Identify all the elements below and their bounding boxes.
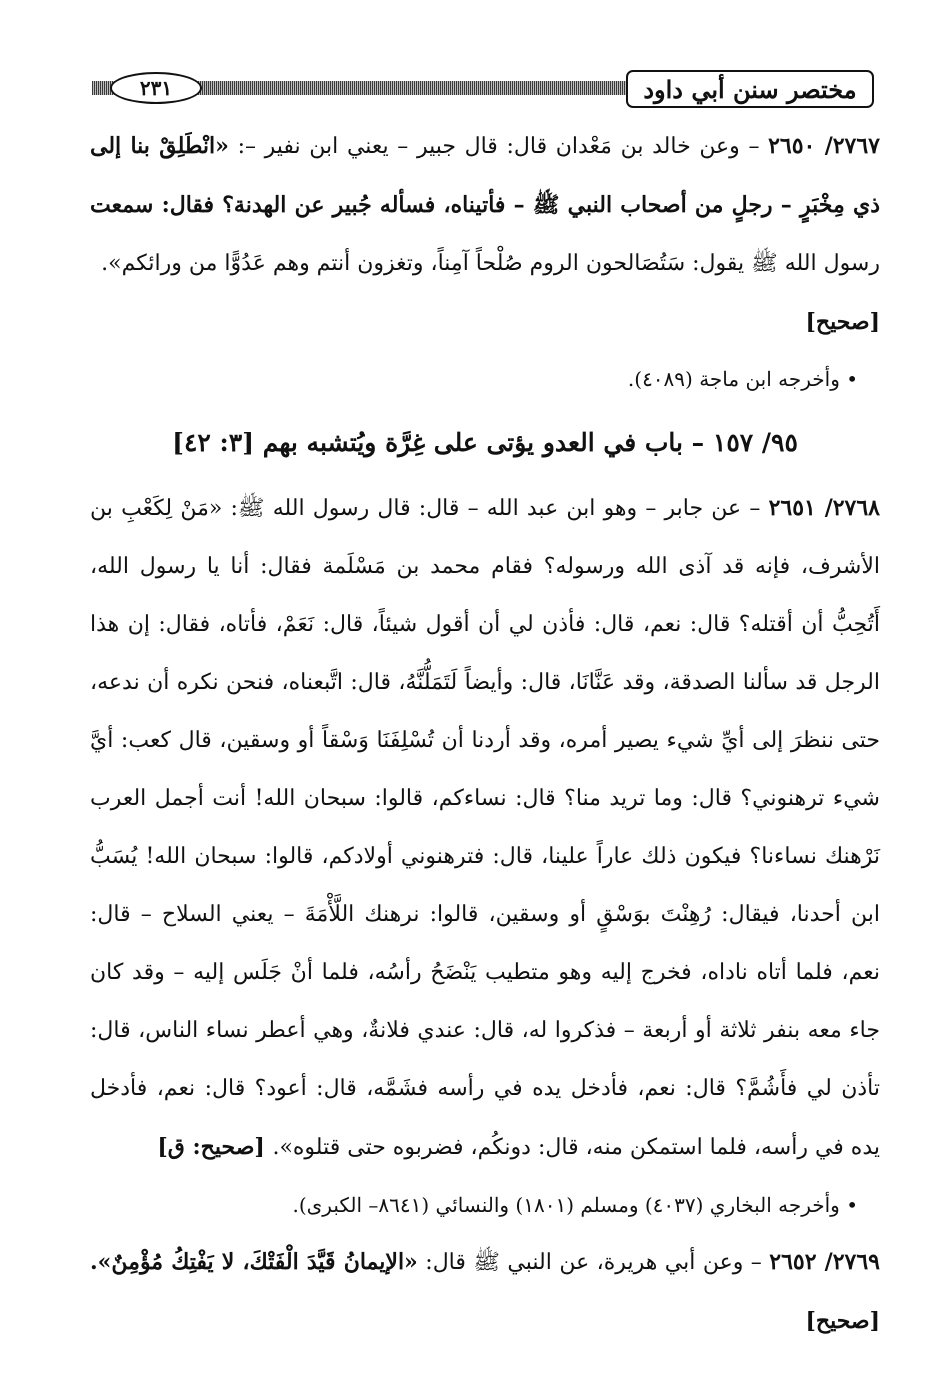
- hadith-number: ٢٧٦٨/ ٢٦٥١: [768, 495, 880, 521]
- takhrij-note: • وأخرجه البخاري (٤٠٣٧) ومسلم (١٨٠١) والنسائي (٨٦٤١– الكبرى).: [292, 1193, 858, 1217]
- page-header: [92, 70, 874, 114]
- hadith-text: رسول الله ﷺ يقول: سَتُصَالحون الروم صُلْحاً آمِناً، وتغزون أنتم وهم عَدُوًّا من ورائكم».: [101, 251, 880, 276]
- takhrij-note: • وأخرجه ابن ماجة (٤٠٨٩).: [627, 367, 858, 391]
- grade-label: [صحيح: ق]: [157, 1134, 273, 1160]
- hadith-text: «مَنْ لِكَعْبِ بن الأشرف، فإنه قد آذى الله ورسوله؟ فقام محمد بن مَسْلَمة فقال: أنا يا رسول الله، أَتُحِبُّ أن أقتله؟ قال: نعم، قال: فأذن لي أن أقول شيئاً، قال: نَعَمْ، فأتاه، فقال: إن هذا الرجل قد سألنا الصدقة، وقد عَنَّانَا، قال: وأيضاً لَتَمَلُّنَّهُ، قال: اتَّبعناه، فنحن نكره أن ندعه، حتى ننظرَ إلى أيِّ شيء يصير أمره، وقد أردنا أن تُسْلِفَنَا وَسْقاً أو وسقين، قال كعب: أيَّ شيء ترهنوني؟ قال: وما تريد منا؟ قال: نساءكم، قالوا: سبحان الله! أنت أجمل العرب نَرْهنك نساءنا؟ فيكون ذلك عاراً علينا، قال: فترهنوني أولادكم، قالوا: سبحان الله! يُسَبُّ ابن أحدنا، فيقال: رُهِنْتَ بوَسْقٍ أو وسقين، قالوا: نرهنك اللَّأْمَةَ – يعني السلاح – قال: نعم، فلما أتاه ناداه، فخرج إليه وهو متطيب يَنْضَحُ رأسُه، فلما أنْ جَلَس إليه – وقد كان جاء معه بنفر ثلاثة أو أربعة – فذكروا له، قال: عندي فلانةٌ، وهي أعطر نساء الناس، قال: تأذن لي فأَشُمَّ؟ قال: نعم، فأدخل يده في رأسه فشَمَّه، قال: أعود؟ قال: نعم، فأدخل يده في رأسه، فلما استمكن منه، قال: دونكُم، فضربوه حتى قتلوه».: [90, 496, 880, 1160]
- grade-label: [صحيح]: [805, 1308, 880, 1334]
- hadith-text-bold: «الإيمانُ قَيَّدَ الْفَتْكَ، لا يَفْتِكُ مُؤْمِنٌ».: [90, 1249, 418, 1275]
- hadith-intro: – عن جابر – وهو ابن عبد الله – قال: قال رسول الله ﷺ:: [222, 496, 769, 521]
- hadith-text-bold: «انْطَلِقْ بنا إلى ذي مِخْبَرٍ – رجلٍ من أصحاب النبي ﷺ – فأتيناه، فسأله جُبير عن الهدنة؟ فقال: سمعت: [90, 133, 880, 218]
- hadith-number: ٢٧٦٩/ ٢٦٥٢: [769, 1249, 880, 1275]
- page-body: [90, 117, 880, 1351]
- hadith-2767: [90, 117, 880, 293]
- chapter-heading: ٩٥/ ١٥٧ – باب في العدو يؤتى على غِرَّة ويُتشبه بهم [٣: ٤٢]: [172, 428, 798, 457]
- hadith-number: ٢٧٦٧/ ٢٦٥٠: [768, 133, 880, 159]
- hadith-intro: – وعن خالد بن مَعْدان قال: قال جبير – يعني ابن نفير –:: [228, 134, 769, 159]
- hadith-2768: [90, 479, 880, 1177]
- hadith-2769: [90, 1233, 880, 1351]
- hadith-intro: – وعن أبي هريرة، عن النبي ﷺ قال:: [417, 1250, 770, 1275]
- grade-label: [صحيح]: [805, 309, 880, 335]
- book-title: مختصر سنن أبي داود: [626, 70, 874, 108]
- page-number: ٢٣١: [110, 72, 202, 104]
